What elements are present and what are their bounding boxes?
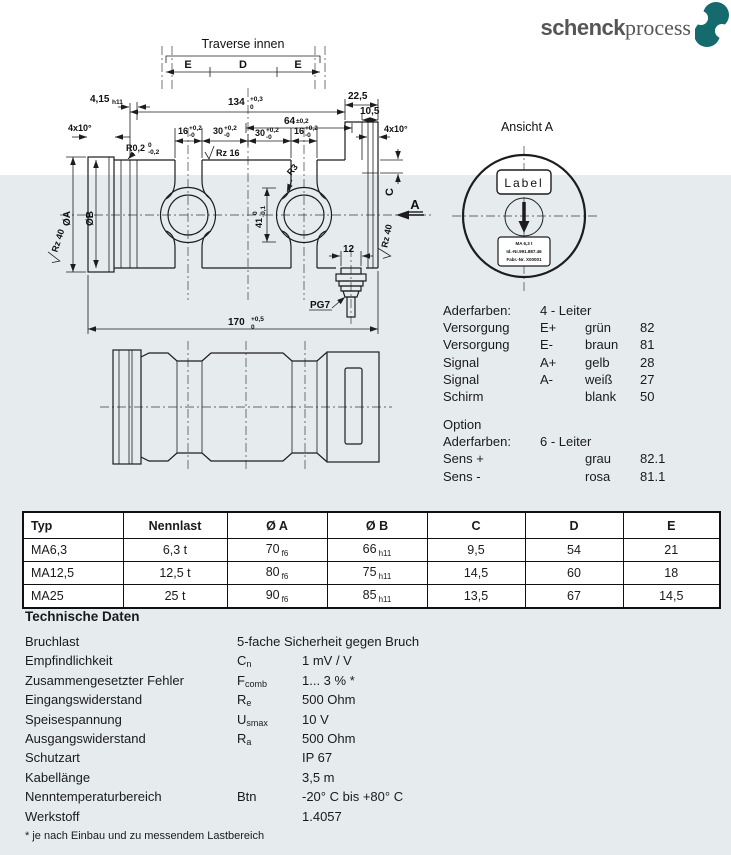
surface-rz16: Rz 16: [216, 148, 240, 158]
table-row: MA6,3 6,3 t 70 $_{f6}$ 66 $_{h11}$ 9,5 54 21: [23, 539, 720, 562]
wire-colors-4-leiter: [443, 303, 728, 406]
svg-text:Fabr.-Nr. X00001: Fabr.-Nr. X00001: [506, 257, 542, 262]
traverse-label: Traverse innen: [201, 37, 285, 51]
svg-text:+0,3: +0,3: [250, 96, 263, 103]
surface-rz40-right: [376, 223, 397, 260]
table-row: MA25 25 t 90 $_{f6}$ 85 $_{h11}$ 13,5 67 14,5: [23, 585, 720, 609]
svg-text:0: 0: [252, 211, 259, 215]
dim-16-right: 16: [294, 126, 305, 136]
wire-row: Versorgung E- braun 81: [443, 337, 655, 353]
col-typ: Typ: [23, 512, 123, 539]
svg-text:R3: R3: [284, 162, 300, 178]
svg-text:+0,2: +0,2: [224, 125, 237, 132]
label-box-text: Label: [504, 176, 544, 190]
wire-colors-6-leiter-option: [443, 417, 728, 486]
wire-row: Versorgung E+ grün 82: [443, 320, 655, 336]
svg-text:ØA: ØA: [62, 211, 73, 226]
wire-row: Sens + grau 82.1: [443, 451, 666, 467]
tech-row: Ausgangswiderstand Ra 500 Ohm: [25, 730, 356, 747]
wire-row: Schirm blank 50: [443, 388, 655, 404]
tech-row: Eingangswiderstand Re 500 Ohm: [25, 692, 356, 709]
tech-row: Kabellänge 3,5 m: [25, 769, 335, 785]
wire-row: Sens - rosa 81.1: [443, 468, 666, 484]
table-row: MA12,5 12,5 t 80 $_{f6}$ 75 $_{h11}$ 14,5 60 18: [23, 562, 720, 585]
svg-text:±0,2: ±0,2: [296, 118, 309, 125]
pg7-label: PG7: [310, 300, 331, 311]
svg-text:Rz 40: Rz 40: [49, 227, 67, 254]
col-dia-a: Ø A: [227, 512, 327, 539]
dim-dia-b: [85, 211, 96, 226]
wire-title-row: Aderfarben: 4 - Leiter: [443, 303, 592, 318]
view-a-detail: [452, 120, 598, 291]
dim-105: 10,5: [360, 106, 380, 117]
tech-row: Speisespannung Usmax 10 V: [25, 711, 329, 728]
dim-415-tol: h11: [112, 99, 123, 106]
tech-row: Bruchlast 5-fache Sicherheit gegen Bruch: [25, 634, 420, 649]
svg-text:-0: -0: [224, 132, 230, 139]
svg-text:0: 0: [250, 104, 254, 111]
svg-text:+0,5: +0,5: [251, 316, 264, 323]
svg-text:-0: -0: [305, 132, 311, 139]
dim-e-right: E: [294, 59, 302, 71]
svg-text:+0,2: +0,2: [189, 125, 202, 132]
svg-text:MA 6,3 t: MA 6,3 t: [515, 241, 533, 246]
spec-header-row: [23, 512, 720, 539]
wire-row: Signal A- weiß 27: [443, 371, 655, 387]
front-view: [45, 37, 432, 334]
footnote: * je nach Einbau und zu messendem Lastbereich: [25, 830, 265, 842]
dim-dia-a: [62, 211, 73, 226]
dim-r3: [285, 162, 300, 177]
svg-text:0: 0: [148, 142, 152, 149]
col-d: D: [525, 512, 623, 539]
option-heading: Option: [443, 417, 482, 432]
tech-row: Schutzart IP 67: [25, 750, 333, 766]
side-view: [100, 341, 392, 472]
dim-134: 134: [228, 97, 245, 108]
col-dia-b: Ø B: [327, 512, 427, 539]
dim-30-left: 30: [213, 126, 224, 136]
dim-170: 170: [228, 317, 245, 328]
svg-text:Id.-Nr.991.887.46: Id.-Nr.991.887.46: [506, 249, 542, 254]
col-e: E: [623, 512, 720, 539]
dim-4x10-right: 4x10°: [384, 124, 408, 134]
dim-30-right: 30: [255, 128, 266, 138]
svg-text:0: 0: [251, 324, 255, 331]
dim-c: [384, 188, 396, 196]
dim-415: 4,15: [90, 94, 110, 105]
wire-title-row: Aderfarben: 6 - Leiter: [443, 434, 592, 450]
svg-text:Rz 40: Rz 40: [379, 223, 395, 249]
tech-row: Zusammengesetzter Fehler Fcomb 1... 3 % *: [25, 672, 355, 689]
section-heading: Technische Daten: [25, 609, 140, 624]
wire-row: Signal A+ gelb 28: [443, 354, 655, 370]
surface-rz40-left: [45, 228, 69, 265]
tech-row: Empfindlichkeit Cn 1 mV / V: [25, 653, 352, 670]
cable-gland: [336, 268, 366, 317]
brand-word-process: process: [625, 15, 691, 40]
col-nennlast: Nennlast: [123, 512, 227, 539]
svg-text:-0: -0: [266, 134, 272, 141]
col-c: C: [427, 512, 525, 539]
svg-text:ØB: ØB: [85, 211, 96, 226]
dim-16-left: 16: [178, 126, 189, 136]
svg-text:-0: -0: [189, 132, 195, 139]
dim-41: [252, 205, 267, 228]
svg-text:-0,1: -0,1: [260, 205, 267, 217]
technical-data-section: [25, 609, 705, 828]
svg-text:C: C: [384, 188, 396, 196]
dim-d: D: [239, 59, 247, 71]
dim-e-left: E: [184, 59, 192, 71]
dim-12: 12: [343, 244, 355, 255]
spec-table: [22, 511, 721, 609]
ansicht-title: Ansicht A: [500, 120, 554, 134]
svg-text:-0,2: -0,2: [148, 149, 160, 156]
tech-row: Werkstoff 1.4057: [25, 808, 342, 824]
dim-r02: R0,2: [126, 143, 146, 153]
svg-text:+0,2: +0,2: [305, 125, 318, 132]
brand-word-schenck: schenck: [540, 15, 626, 40]
svg-text:41: 41: [254, 217, 264, 228]
dim-64: 64: [284, 116, 296, 127]
dim-4x10-left: 4x10°: [68, 123, 92, 133]
spec-table-wrapper: [22, 511, 721, 609]
view-arrow-a: [396, 197, 424, 220]
svg-text:+0,2: +0,2: [266, 127, 279, 134]
tech-row: Nenntemperaturbereich Btn -20° C bis +80° C: [25, 789, 404, 805]
down-arrow-icon: [519, 221, 530, 233]
svg-text:A: A: [410, 197, 420, 212]
dim-225: 22,5: [348, 91, 368, 102]
